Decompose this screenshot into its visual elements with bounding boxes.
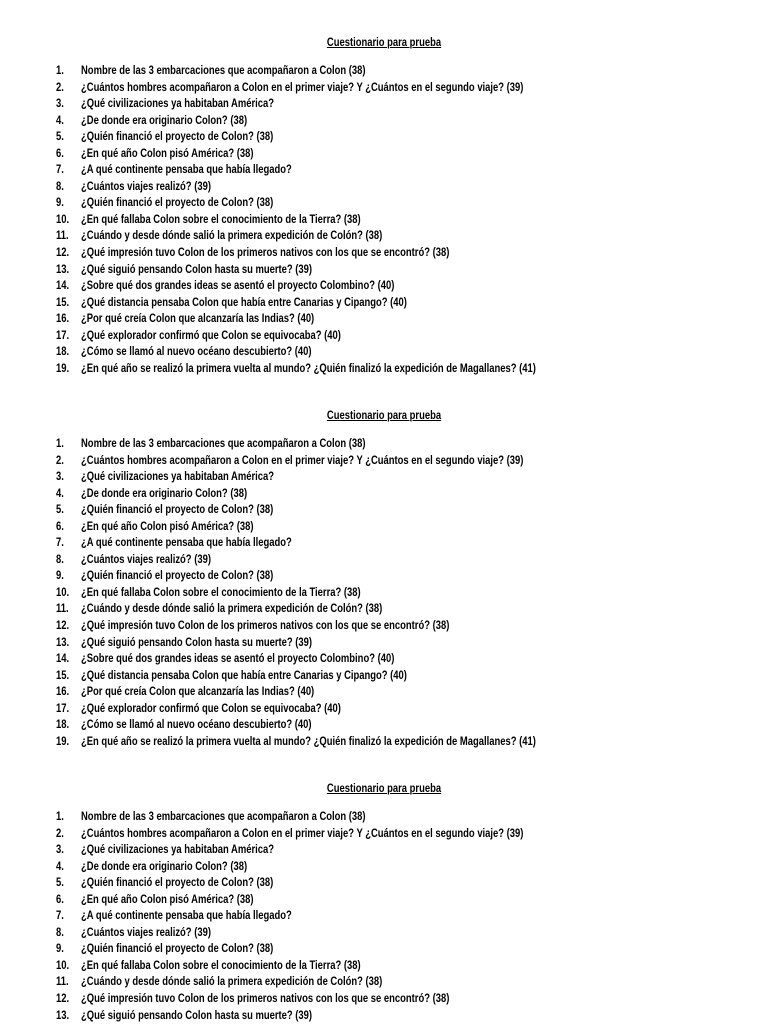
question-item <box>0 974 768 991</box>
question-number: 7. <box>56 910 64 923</box>
question-number: 11. <box>56 230 69 243</box>
question-text: ¿Quién financió el proyecto de Colon? (38) <box>81 570 274 583</box>
question-item <box>0 436 768 453</box>
question-list <box>0 809 768 1024</box>
questionnaire-block <box>0 782 768 1022</box>
question-text: Nombre de las 3 embarcaciones que acompañaron a Colon (38) <box>81 438 366 450</box>
question-number: 8. <box>56 180 64 193</box>
question-item <box>0 129 768 146</box>
question-number: 2. <box>56 454 64 467</box>
questionnaire-title: Cuestionario para prueba <box>326 783 442 795</box>
question-text: ¿Qué siguió pensando Colon hasta su muerte? (39) <box>81 263 313 276</box>
question-item <box>0 1008 768 1024</box>
question-number: 2. <box>56 827 64 840</box>
question-item <box>0 842 768 859</box>
question-item <box>0 925 768 942</box>
question-text: ¿Cuántos viajes realizó? (39) <box>81 553 211 566</box>
question-number: 7. <box>56 164 64 177</box>
question-item <box>0 262 768 279</box>
question-text: ¿Qué impresión tuvo Colon de los primeros nativos con los que se encontró? (38) <box>81 993 450 1006</box>
question-item <box>0 618 768 635</box>
question-item <box>0 212 768 229</box>
question-text: ¿En qué año Colon pisó América? (38) <box>81 147 254 160</box>
question-item <box>0 96 768 113</box>
question-text: ¿A qué continente pensaba que había llegado? <box>81 910 292 923</box>
question-text: ¿Qué siguió pensando Colon hasta su muerte? (39) <box>81 636 313 649</box>
question-text: ¿Qué distancia pensaba Colon que había entre Canarias y Cipango? (40) <box>81 296 407 309</box>
question-number: 13. <box>56 263 70 276</box>
question-number: 5. <box>56 877 64 890</box>
question-text: Nombre de las 3 embarcaciones que acompañaron a Colon (38) <box>81 65 366 77</box>
question-number: 16. <box>56 686 70 699</box>
question-text: ¿Cuántos viajes realizó? (39) <box>81 926 211 939</box>
question-number: 12. <box>56 620 70 633</box>
question-text: ¿Sobre qué dos grandes ideas se asentó el proyecto Colombino? (40) <box>81 280 395 293</box>
question-number: 9. <box>56 197 64 210</box>
question-item <box>0 328 768 345</box>
question-number: 1. <box>56 438 64 450</box>
question-text: ¿Qué impresión tuvo Colon de los primeros nativos con los que se encontró? (38) <box>81 247 450 260</box>
question-text: ¿Qué distancia pensaba Colon que había entre Canarias y Cipango? (40) <box>81 669 407 682</box>
question-item <box>0 635 768 652</box>
question-number: 13. <box>56 1009 70 1022</box>
question-text: ¿Cómo se llamó al nuevo océano descubierto? (40) <box>81 719 312 732</box>
question-item <box>0 958 768 975</box>
question-text: ¿Qué siguió pensando Colon hasta su muerte? (39) <box>81 1009 313 1022</box>
question-text: ¿Cuántos hombres acompañaron a Colon en el primer viaje? Y ¿Cuántos en el segundo viaje? (39) <box>81 81 524 94</box>
question-item <box>0 941 768 958</box>
questionnaire-block <box>0 36 768 375</box>
question-text: Nombre de las 3 embarcaciones que acompañaron a Colon (38) <box>81 811 366 823</box>
question-item <box>0 859 768 876</box>
question-item <box>0 734 768 751</box>
question-number: 16. <box>56 313 70 326</box>
question-item <box>0 684 768 701</box>
question-number: 2. <box>56 81 64 94</box>
question-item <box>0 295 768 312</box>
question-text: ¿Cuántos hombres acompañaron a Colon en el primer viaje? Y ¿Cuántos en el segundo viaje? (39) <box>81 454 524 467</box>
question-text: ¿En qué año Colon pisó América? (38) <box>81 520 254 533</box>
question-item <box>0 601 768 618</box>
question-number: 9. <box>56 570 64 583</box>
question-number: 11. <box>56 603 69 616</box>
question-item <box>0 717 768 734</box>
question-number: 6. <box>56 893 64 906</box>
question-number: 3. <box>56 471 64 484</box>
question-text: ¿Qué explorador confirmó que Colon se equivocaba? (40) <box>81 702 341 715</box>
question-item <box>0 535 768 552</box>
question-number: 3. <box>56 98 64 111</box>
question-number: 6. <box>56 520 64 533</box>
question-number: 5. <box>56 131 64 144</box>
question-text: ¿Qué civilizaciones ya habitaban América? <box>81 98 275 111</box>
question-item <box>0 228 768 245</box>
question-text: ¿Quién financió el proyecto de Colon? (38) <box>81 877 274 890</box>
question-item <box>0 80 768 97</box>
question-number: 1. <box>56 65 64 77</box>
question-text: ¿Cuándo y desde dónde salió la primera expedición de Colón? (38) <box>81 976 383 989</box>
question-number: 10. <box>56 959 70 972</box>
question-number: 8. <box>56 553 64 566</box>
question-number: 3. <box>56 844 64 857</box>
question-text: ¿Cuándo y desde dónde salió la primera expedición de Colón? (38) <box>81 230 383 243</box>
question-item <box>0 875 768 892</box>
question-number: 9. <box>56 943 64 956</box>
question-number: 19. <box>56 362 70 375</box>
question-item <box>0 311 768 328</box>
question-item <box>0 469 768 486</box>
questionnaire-block <box>0 409 768 748</box>
question-number: 18. <box>56 719 70 732</box>
question-text: ¿Qué civilizaciones ya habitaban América? <box>81 471 275 484</box>
question-text: ¿A qué continente pensaba que había llegado? <box>81 537 292 550</box>
question-text: ¿En qué fallaba Colon sobre el conocimiento de la Tierra? (38) <box>81 586 361 599</box>
question-number: 18. <box>56 346 70 359</box>
question-text: ¿En qué año se realizó la primera vuelta al mundo? ¿Quién finalizó la expedición de Magallanes? (41) <box>81 735 536 748</box>
question-item <box>0 63 768 80</box>
question-item <box>0 809 768 826</box>
question-number: 4. <box>56 860 64 873</box>
question-number: 4. <box>56 487 64 500</box>
question-item <box>0 486 768 503</box>
question-number: 7. <box>56 537 64 550</box>
question-number: 11. <box>56 976 69 989</box>
question-text: ¿Por qué creía Colon que alcanzaría las Indias? (40) <box>81 313 315 326</box>
question-number: 6. <box>56 147 64 160</box>
question-list <box>0 436 768 750</box>
question-text: ¿En qué año Colon pisó América? (38) <box>81 893 254 906</box>
question-text: ¿En qué año se realizó la primera vuelta al mundo? ¿Quién finalizó la expedición de Magallanes? (41) <box>81 362 536 375</box>
question-text: ¿Por qué creía Colon que alcanzaría las Indias? (40) <box>81 686 315 699</box>
question-number: 1. <box>56 811 64 823</box>
question-item <box>0 502 768 519</box>
question-item <box>0 344 768 361</box>
question-text: ¿A qué continente pensaba que había llegado? <box>81 164 292 177</box>
question-item <box>0 146 768 163</box>
question-text: ¿Cómo se llamó al nuevo océano descubierto? (40) <box>81 346 312 359</box>
question-text: ¿Quién financió el proyecto de Colon? (38) <box>81 197 274 210</box>
question-text: ¿En qué fallaba Colon sobre el conocimiento de la Tierra? (38) <box>81 959 361 972</box>
question-item <box>0 701 768 718</box>
question-number: 17. <box>56 702 70 715</box>
question-item <box>0 245 768 262</box>
question-text: ¿Quién financió el proyecto de Colon? (38) <box>81 131 274 144</box>
question-text: ¿De donde era originario Colon? (38) <box>81 860 248 873</box>
question-number: 15. <box>56 296 70 309</box>
questionnaire-title: Cuestionario para prueba <box>326 410 442 422</box>
question-item <box>0 651 768 668</box>
question-item <box>0 361 768 378</box>
question-text: ¿Qué explorador confirmó que Colon se equivocaba? (40) <box>81 329 341 342</box>
question-number: 5. <box>56 504 64 517</box>
question-number: 12. <box>56 247 70 260</box>
question-item <box>0 162 768 179</box>
question-text: ¿En qué fallaba Colon sobre el conocimiento de la Tierra? (38) <box>81 213 361 226</box>
question-number: 4. <box>56 114 64 127</box>
question-item <box>0 195 768 212</box>
question-number: 17. <box>56 329 70 342</box>
question-item <box>0 908 768 925</box>
question-text: ¿Quién financió el proyecto de Colon? (38) <box>81 504 274 517</box>
question-number: 8. <box>56 926 64 939</box>
question-item <box>0 113 768 130</box>
question-number: 15. <box>56 669 70 682</box>
question-item <box>0 991 768 1008</box>
question-text: ¿Quién financió el proyecto de Colon? (38) <box>81 943 274 956</box>
question-item <box>0 519 768 536</box>
question-text: ¿Sobre qué dos grandes ideas se asentó el proyecto Colombino? (40) <box>81 653 395 666</box>
question-item <box>0 278 768 295</box>
question-item <box>0 552 768 569</box>
question-number: 12. <box>56 993 70 1006</box>
question-text: ¿De donde era originario Colon? (38) <box>81 114 248 127</box>
question-number: 13. <box>56 636 70 649</box>
question-number: 14. <box>56 653 70 666</box>
question-text: ¿Qué civilizaciones ya habitaban América? <box>81 844 275 857</box>
question-item <box>0 826 768 843</box>
question-text: ¿Cuándo y desde dónde salió la primera expedición de Colón? (38) <box>81 603 383 616</box>
question-list <box>0 63 768 377</box>
question-text: ¿Qué impresión tuvo Colon de los primeros nativos con los que se encontró? (38) <box>81 620 450 633</box>
question-text: ¿Cuántos hombres acompañaron a Colon en el primer viaje? Y ¿Cuántos en el segundo viaje? (39) <box>81 827 524 840</box>
question-number: 10. <box>56 213 70 226</box>
question-number: 19. <box>56 735 70 748</box>
question-text: ¿De donde era originario Colon? (38) <box>81 487 248 500</box>
question-item <box>0 585 768 602</box>
question-item <box>0 453 768 470</box>
question-item <box>0 892 768 909</box>
question-item <box>0 668 768 685</box>
question-item <box>0 568 768 585</box>
question-number: 14. <box>56 280 70 293</box>
question-item <box>0 179 768 196</box>
question-text: ¿Cuántos viajes realizó? (39) <box>81 180 211 193</box>
questionnaire-title: Cuestionario para prueba <box>326 37 442 49</box>
question-number: 10. <box>56 586 70 599</box>
